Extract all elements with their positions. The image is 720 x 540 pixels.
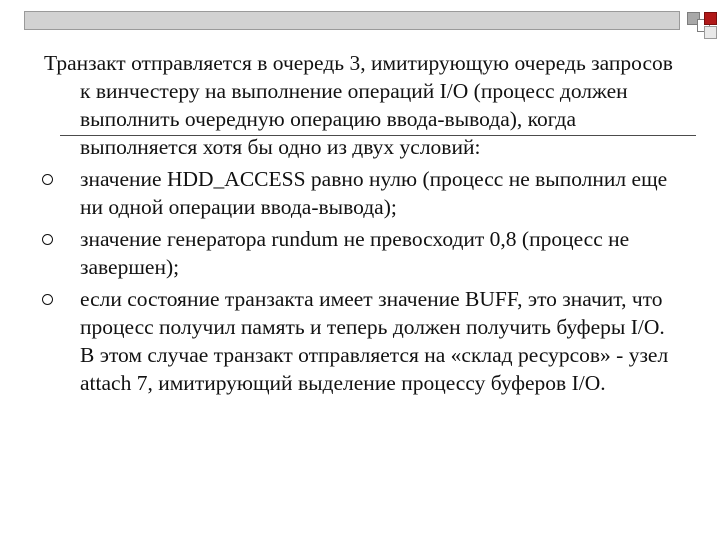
bullet-item <box>44 225 684 281</box>
hollow-circle-bullet-icon <box>42 294 53 305</box>
bullet-text: если состояние транзакта имеет значение BUFF, это значит, что процесс получил память и теперь должен получить буферы I/O. В этом случае транзакт отправляется на «склад ресурсов» - узел attach 7, имитирующий выделение процессу буферов I/O. <box>80 287 669 395</box>
bullet-text: значение генератора rundum не превосходит 0,8 (процесс не завершен); <box>80 227 630 279</box>
hollow-circle-bullet-icon <box>42 174 53 185</box>
slide-body <box>44 49 684 397</box>
decor-square-light <box>704 26 717 39</box>
bullet-item <box>44 285 684 397</box>
bullet-item <box>44 165 684 221</box>
decor-square-red <box>704 12 717 25</box>
intro-paragraph: Транзакт отправляется в очередь 3, имитирующую очередь запросов к винчестеру на выполнение операций I/O (процесс должен выполнить очередную операцию ввода-вывода), когда выполняется хотя бы одно из двух условий: <box>44 51 673 159</box>
hollow-circle-bullet-icon <box>42 234 53 245</box>
title-bar-decoration <box>24 11 680 30</box>
bullet-text: значение HDD_ACCESS равно нулю (процесс не выполнил еще ни одной операции ввода-вывода); <box>80 167 668 219</box>
